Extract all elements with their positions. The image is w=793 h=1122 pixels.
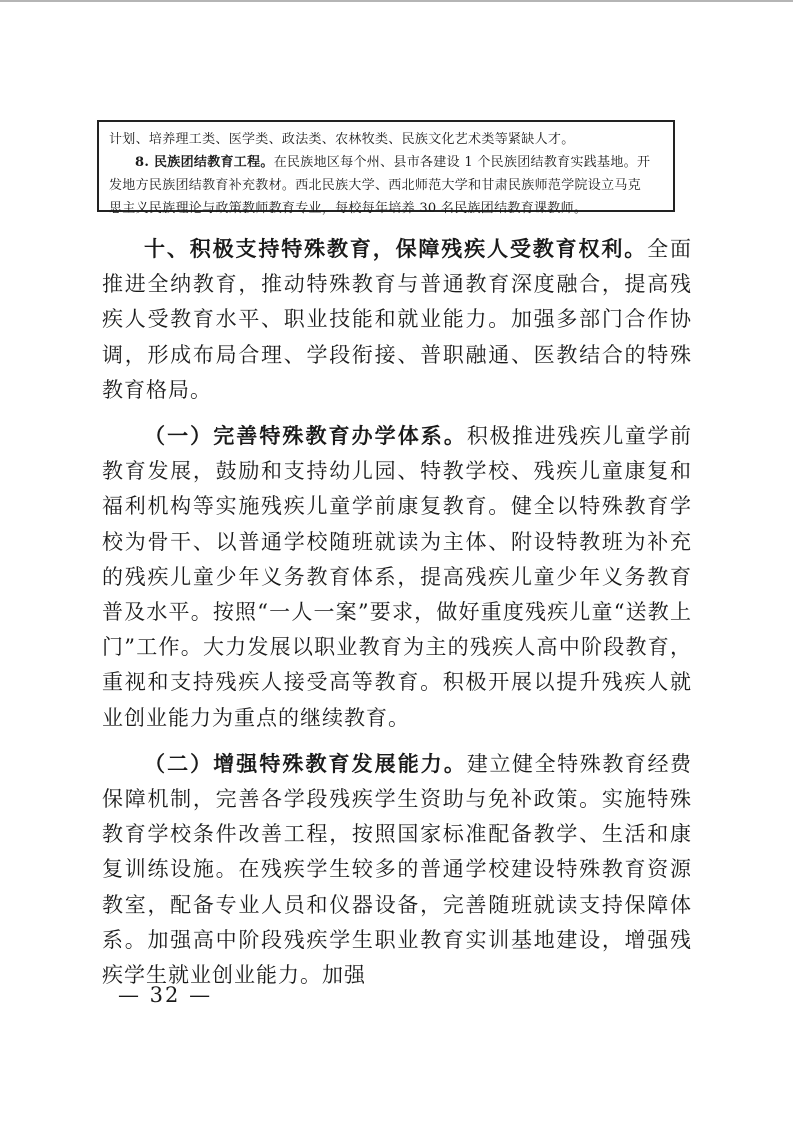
subsection-2-heading: （二）增强特殊教育发展能力。	[144, 750, 467, 776]
callout-box	[97, 120, 675, 216]
callout-line-3: 发地方民族团结教育补充教材。西北民族大学、西北师范大学和甘肃民族师范学院设立马克	[109, 178, 642, 193]
section-intro: 全面推进全纳教育，推动特殊教育与普通教育深度融合，提高残疾人受教育水平、职业技能和就业能力。加强多部门合作协调，形成布局合理、学段衔接、普职融通、医教结合的特殊教育格局。	[102, 237, 693, 402]
section-10-paragraph	[102, 232, 692, 408]
callout-line-2	[109, 151, 665, 174]
subsection-2-body: 建立健全特殊教育经费保障机制，完善各学段残疾学生资助与免补政策。实施特殊教育学校条件改善工程，按照国家标准配备教学、生活和康复训练设施。在残疾学生较多的普通学校建设特殊教育资源教室，配备专业人员和仪器设备，完善随班就读支持保障体系。加强高中阶段残疾学生职业教育实训基地建设，增强残疾学生就业创业能力。加强	[102, 751, 693, 988]
item-8-text: 在民族地区每个州、县市各建设 1 个民族团结教育实践基地。开	[273, 155, 651, 170]
subsection-2-paragraph	[102, 746, 692, 993]
subsection-1-heading: （一）完善特殊教育办学体系。	[144, 423, 467, 449]
subsection-1-paragraph	[102, 418, 692, 736]
page-number: — 32 —	[118, 983, 213, 1007]
subsection-1-body: 积极推进残疾儿童学前教育发展，鼓励和支持幼儿园、特教学校、残疾儿童康复和福利机构等实施残疾儿童学前康复教育。健全以特殊教育学校为骨干、以普通学校随班就读为主体、附设特教班为补充的残疾儿童少年义务教育体系，提高残疾儿童少年义务教育普及水平。按照“一人一案”要求，做好重度残疾儿童“送教上门”工作。大力发展以职业教育为主的残疾人高中阶段教育，重视和支持残疾人接受高等教育。积极开展以提升残疾人就业创业能力为重点的继续教育。	[102, 424, 693, 730]
page-top-border	[0, 0, 793, 2]
callout-line-1: 计划、培养理工类、医学类、政法类、农林牧类、民族文化艺术类等紧缺人才。	[109, 132, 575, 147]
section-heading: 十、积极支持特殊教育，保障残疾人受教育权利。	[144, 237, 648, 261]
item-8-label: 8. 民族团结教育工程。	[135, 155, 274, 170]
main-text	[102, 232, 692, 993]
callout-line-4: 思主义民族理论与政策教师教育专业，每校每年培养 30 名民族团结教育课教师。	[109, 201, 588, 216]
